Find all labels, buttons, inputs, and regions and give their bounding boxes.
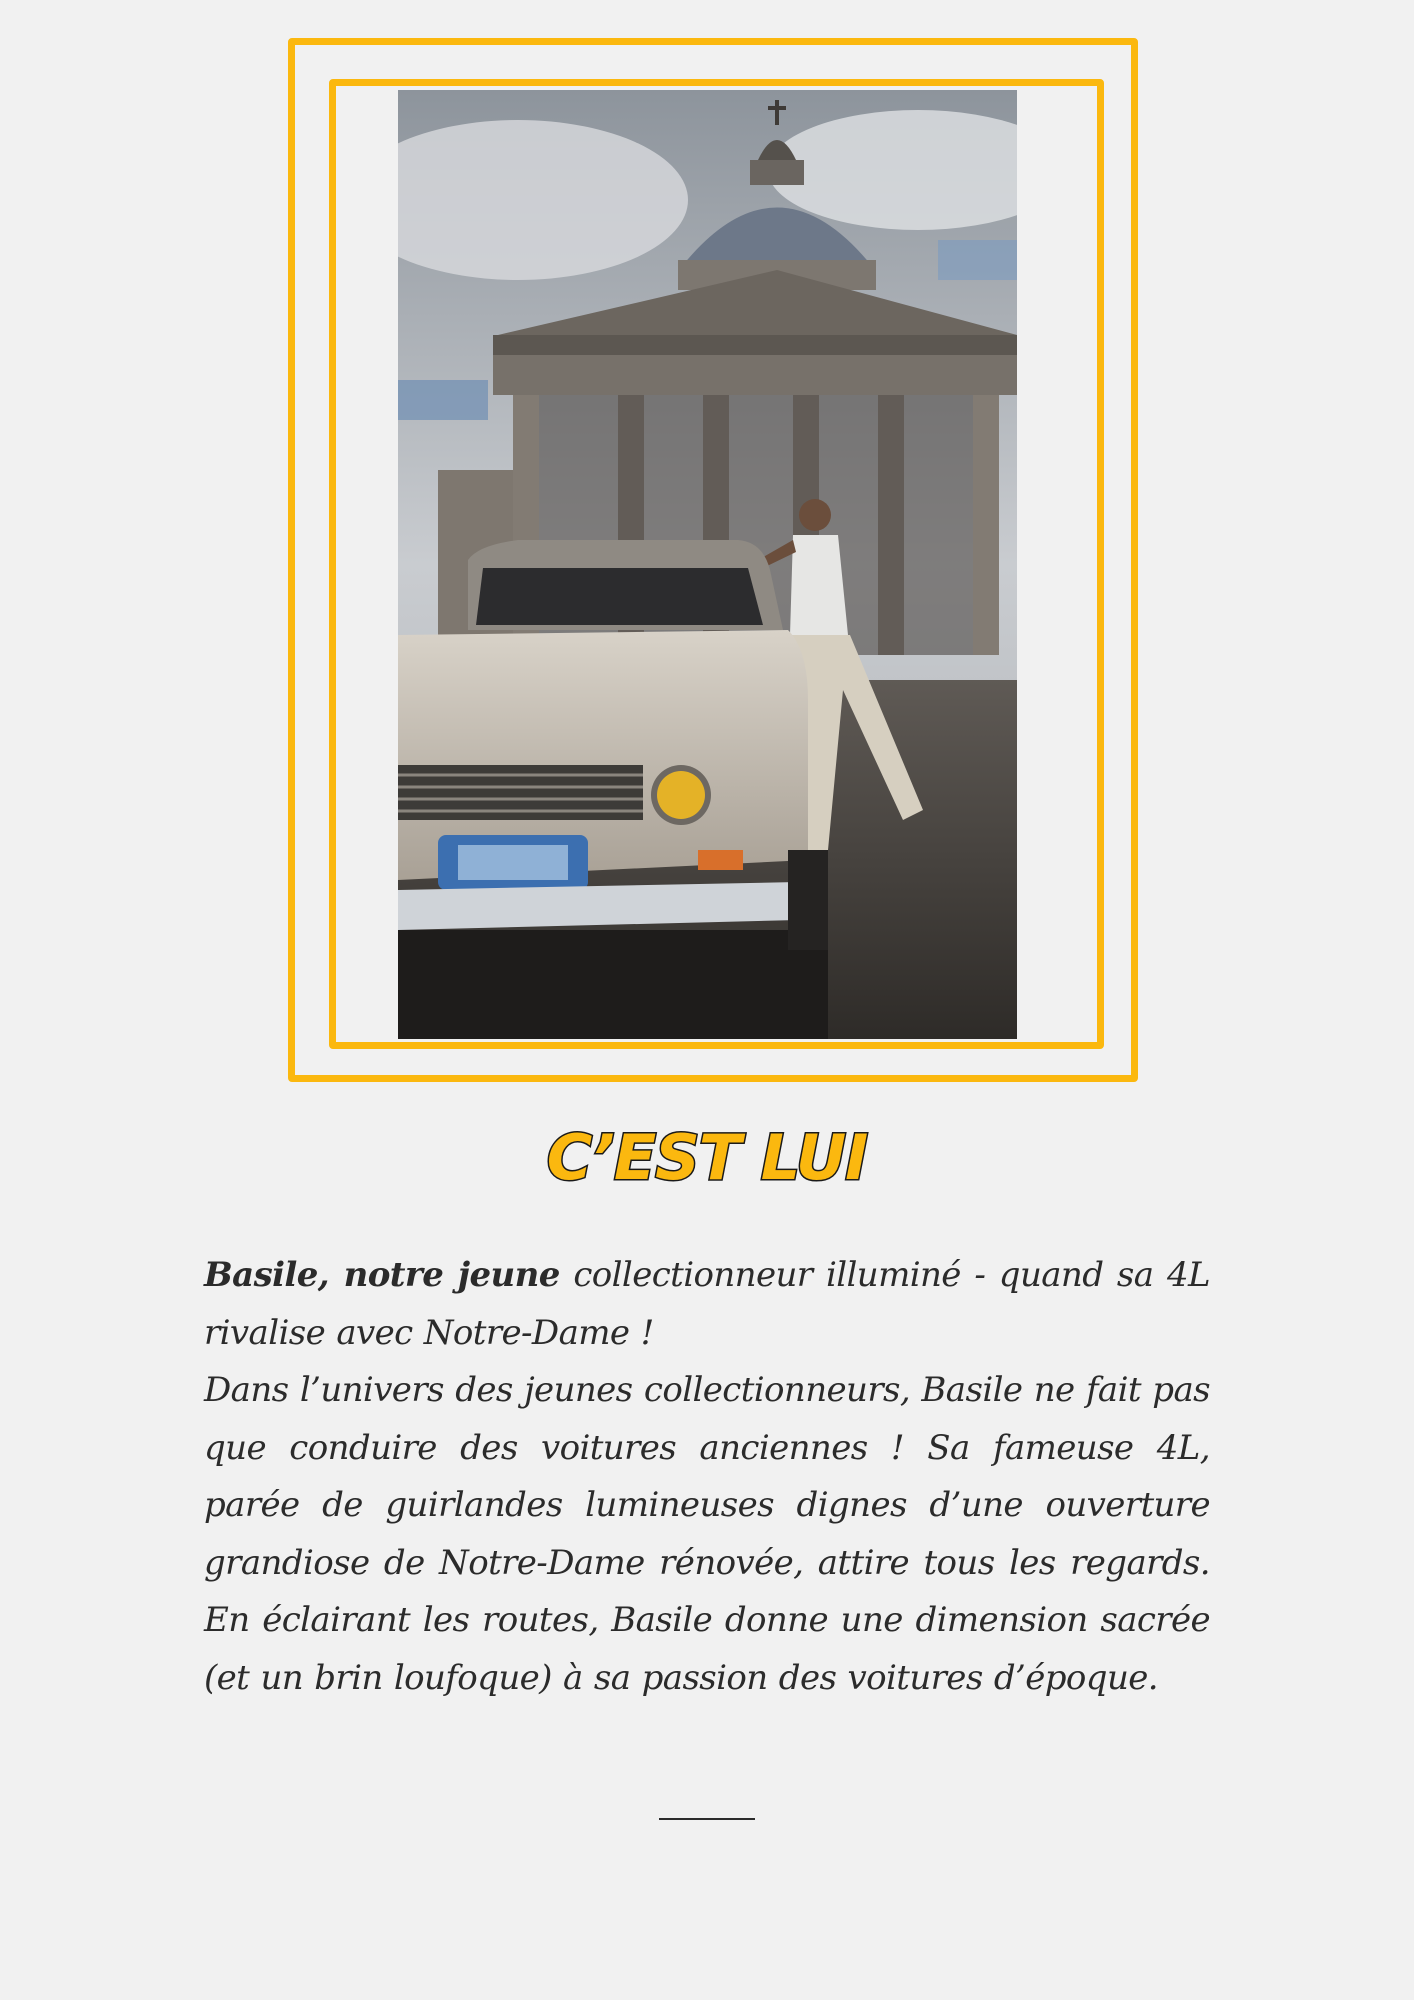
feature-photo <box>398 90 1017 1039</box>
intro-bold: Basile, notre jeune <box>204 1255 560 1295</box>
intro-rest: collectionneur illuminé - quand sa 4L rivalise avec Notre-Dame ! <box>204 1255 1210 1353</box>
article-body <box>204 1247 1210 1707</box>
section-title: C’EST LUI <box>546 1121 868 1194</box>
divider <box>659 1818 755 1820</box>
main-paragraph: Dans l’univers des jeunes collectionneurs, Basile ne fait pas que conduire des voitures anciennes ! Sa fameuse 4L, parée de guirlandes lumineuses dignes d’une ouverture grandiose de Notre-Dame rénovée, attire tous les regards. En éclairant les routes, Basile donne une dimension sacrée (et un brin loufoque) à sa passion des voitures d’époque. <box>204 1370 1210 1698</box>
intro-paragraph <box>204 1247 1210 1362</box>
